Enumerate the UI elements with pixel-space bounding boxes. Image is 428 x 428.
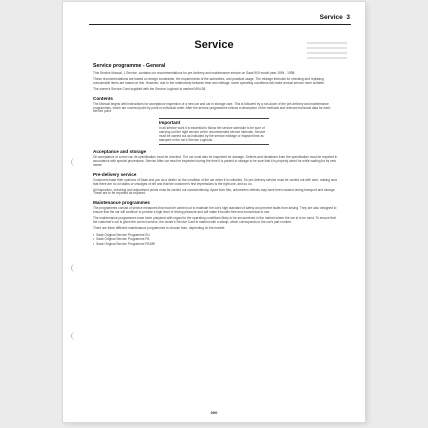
note-text: In all service work it is essential to follow the service schedule to be sure of carrying out the right service at the recommended service intervals. Service must be carried out as indicated by the service mileage or elapsed time as stamped in the car's Service Logbook. xyxy=(159,126,266,143)
paragraph: On acceptance of a new car, its specification must be checked. The car must also be inspected for damage. Defects and deviations from the specification must be reported in accordance with special procedures. Service After car must be inspected during the time it is parked in storage to be sure that it is properly cared for while waiting for its new owner. xyxy=(93,154,338,167)
binder-hole-mark xyxy=(71,332,76,340)
section-acceptance xyxy=(93,149,338,168)
paragraph: Customers base their opinions of Saab and you as a dealer on the condition of the car when it is collected. So pre-delivery service must be carried out with care, making sure that there are no oil stains or smudges of dirt and that the customer's first impressions is the right one, and so on. xyxy=(93,177,338,186)
page-content xyxy=(93,63,338,246)
running-header xyxy=(320,14,350,21)
paragraph: There are three different maintenance programmes to choose from, depending on the market. xyxy=(93,225,226,230)
programme-list xyxy=(93,233,338,246)
binder-hole-mark xyxy=(71,158,76,166)
paragraph: The owner's Service Card supplied with the Service Logbook is marked M94-98. xyxy=(93,86,207,91)
paragraph: The maintenance programmes have been prepared with regard to the operating conditions likely to be encountered in the market where the car is to be used. To ensure that the customer's car is given the correct service, the owner's Service Card is marked with a stamp, which corresponds to the car's part number. xyxy=(93,216,336,225)
paragraph: This Service Manual, 1 Service, contains our recommendations for pre-delivery and maintenance service on Saab 900 model year 1994 - 1998. xyxy=(93,71,296,75)
section-maintenance xyxy=(93,200,338,246)
section-heading: Pre-delivery service xyxy=(93,171,137,177)
header-title: Service xyxy=(319,14,343,21)
page-title: Service xyxy=(194,39,234,51)
paragraph: The programmes consist of service measures that must be carried out to maintain the car's high standard of safety and prevent faults from arising. They are also designed to ensure that the car will continue to provide a high level of driving pleasure and will make it trouble-free and economical to use. xyxy=(93,206,337,215)
section-pre-delivery xyxy=(93,172,338,197)
note-heading: Important xyxy=(159,120,181,126)
important-note xyxy=(159,118,269,145)
paragraph: All inspection, checking and adjustment points must be carried out conscientiously. Apart from this, unforeseen defects may have been caused during transport and storage. These are to be reported as required. xyxy=(93,187,336,196)
document-page xyxy=(63,2,365,422)
page-number: 000 xyxy=(210,410,218,415)
list-item: • Saab Original Service Programme PA xyxy=(93,237,338,241)
header-page-number: 3 xyxy=(346,14,350,21)
list-item: • Saab Original Service Programme EU xyxy=(93,233,338,237)
section-heading: Acceptance and storage xyxy=(93,148,147,154)
paragraph: The Manual begins with instructions for acceptance inspection of a new car and car in storage care. This is followed by a run-down of the pre-delivery and maintenance programmes, which are covered point by point in individual order. After the service programmes follows a description of the methods and relevant technical data for each service point. xyxy=(93,101,331,114)
section-heading: Maintenance programmes xyxy=(93,200,150,206)
binder-hole-mark xyxy=(71,264,76,272)
list-item: • Saab Original Service Programme FE/ME xyxy=(93,242,338,246)
section-contents xyxy=(93,96,338,115)
section-heading: Contents xyxy=(93,95,113,101)
header-rule xyxy=(89,24,351,25)
section-general xyxy=(93,63,338,92)
section-heading: Service programme - General xyxy=(93,63,166,69)
paragraph: These recommendations are based on design constraints, the requirements of the authorities, and practical usage. The mileage intervals for checking and replacing consumable items are based on this. However, due to the relationship between time and mileage, some operating conditions will make annual service more suitable. xyxy=(93,76,325,85)
